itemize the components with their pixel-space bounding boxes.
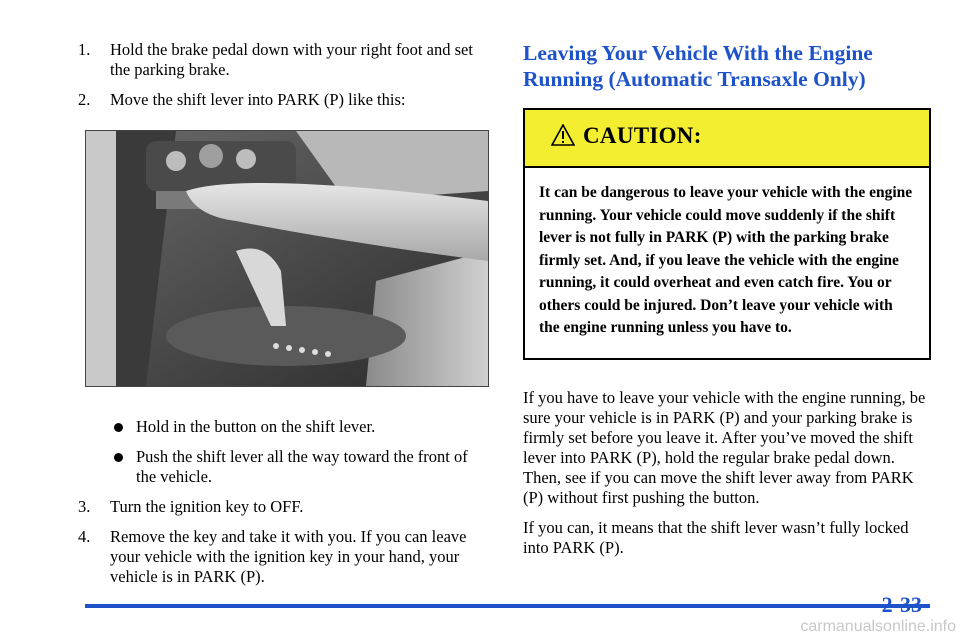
step-text: Hold the brake pedal down with your right foot and set the parking brake.	[110, 40, 473, 79]
step-2	[78, 90, 488, 110]
warning-triangle-icon	[551, 124, 575, 146]
bullet-item	[78, 447, 488, 487]
caution-text: It can be dangerous to leave your vehicle with the engine running. Your vehicle could move suddenly if the shift lever is not fully in PARK (P) with the parking brake firmly set. And, if you leave the vehicle with the engine running, it could overheat and even catch fire. You or others could be injured. Don’t leave your vehicle with the engine running unless you have to.	[539, 184, 913, 336]
bullet-dot-icon	[114, 423, 123, 432]
step-4	[78, 527, 488, 587]
bullet-text: Hold in the button on the shift lever.	[136, 417, 376, 436]
shift-lever-illustration	[86, 131, 488, 386]
step-1	[78, 40, 488, 80]
paragraph: If you have to leave your vehicle with the engine running, be sure your vehicle is in PARK (P) and your parking brake is firmly set before you leave it. After you’ve moved the shift lever into PARK (P), hold the regular brake pedal down. Then, see if you can move the shift lever away from PARK (P) without first pushing the button.	[523, 387, 926, 507]
right-column	[523, 40, 931, 568]
caution-header	[525, 110, 929, 168]
watermark: carmanualsonline.info	[800, 618, 956, 635]
footer-rule	[85, 604, 930, 608]
step-text: Turn the ignition key to OFF.	[110, 497, 304, 516]
left-column	[78, 40, 488, 597]
paragraph: If you can, it means that the shift lever wasn’t fully locked into PARK (P).	[523, 517, 909, 557]
bullet-text: Push the shift lever all the way toward the front of the vehicle.	[136, 447, 468, 486]
step-text: Move the shift lever into PARK (P) like this:	[110, 90, 406, 109]
caution-title: CAUTION:	[583, 123, 702, 148]
step-number: 4.	[78, 527, 91, 546]
bullet-dot-icon	[114, 453, 123, 462]
step-number: 1.	[78, 40, 91, 59]
shift-lever-photo	[85, 130, 489, 387]
section-heading: Leaving Your Vehicle With the Engine Running (Automatic Transaxle Only)	[523, 41, 873, 91]
step-3	[78, 497, 488, 517]
caution-box	[523, 108, 931, 360]
step-text: Remove the key and take it with you. If you can leave your vehicle with the ignition key in your hand, your vehicle is in PARK (P).	[110, 527, 467, 586]
bullet-item	[78, 417, 488, 437]
page-number: 2-33	[881, 592, 922, 617]
step-number: 2.	[78, 90, 91, 109]
step-number: 3.	[78, 497, 91, 516]
